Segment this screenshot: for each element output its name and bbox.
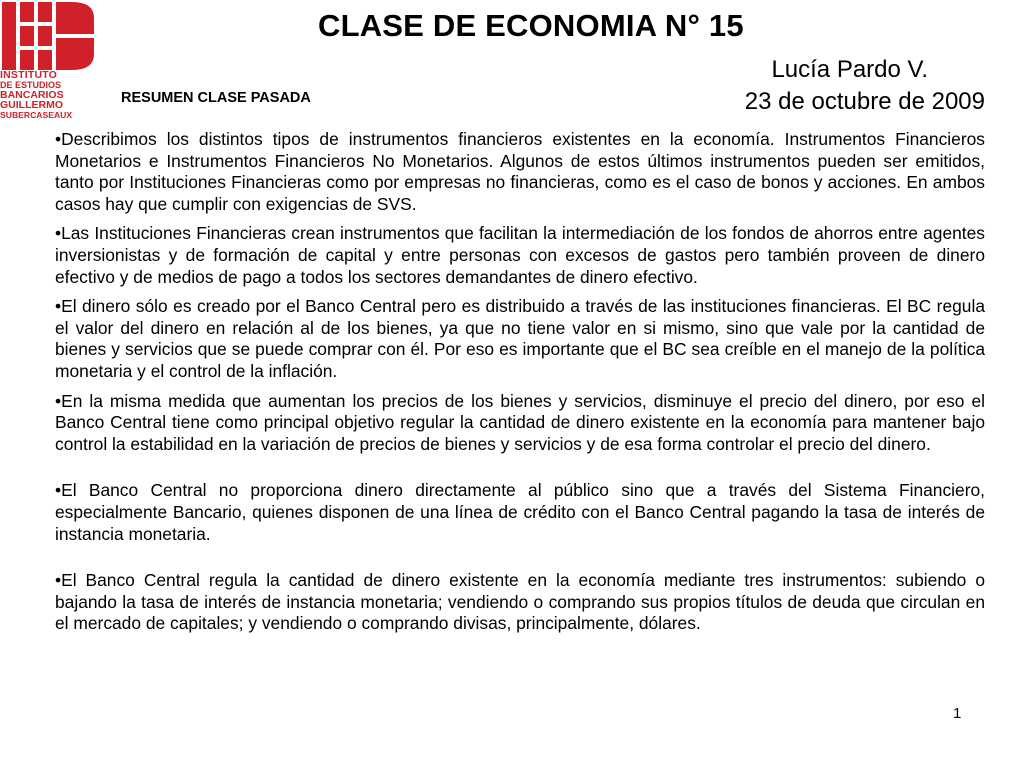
logo-line-1: INSTITUTO xyxy=(0,69,58,81)
bullet-paragraph: •El Banco Central regula la cantidad de dinero existente en la economía mediante tres instrumentos: subiendo o bajando la tasa de interés de instancia monetaria; vendiendo o comprando sus propios títulos de deuda que circulan en el mercado de capitales; y vendiendo o comprando divisas, principalmente, dólares. xyxy=(55,570,985,634)
slide-title: CLASE DE ECONOMIA N° 15 xyxy=(318,8,744,43)
section-subtitle: RESUMEN CLASE PASADA xyxy=(121,90,311,106)
bullet-paragraph: •En la misma medida que aumentan los precios de los bienes y servicios, disminuye el precio del dinero, por eso el Banco Central tiene como principal objetivo regular la cantidad de dinero existente en la economía para mantener bajo control la estabilidad en la variación de precios de bienes y servicios y de esa forma controlar el precio del dinero. xyxy=(55,390,985,454)
bullet-paragraph: •Las Instituciones Financieras crean instrumentos que facilitan la intermediación de los fondos de ahorros entre agentes inversionistas y de formación de capital y entre personas con excesos de gastos pero también proveen de dinero efectivo y de medios de pago a todos los sectores demandantes de dinero efectivo. xyxy=(55,223,985,287)
slide-body xyxy=(55,129,985,635)
slide-date: 23 de octubre de 2009 xyxy=(744,88,985,115)
logo-text xyxy=(0,70,100,120)
logo-mark-icon xyxy=(2,2,94,70)
bullet-paragraph: •El dinero sólo es creado por el Banco Central pero es distribuido a través de las instituciones financieras. El BC regula el valor del dinero en relación al de los bienes, ya que no tiene valor en si mismo, sino que vale por la cantidad de bienes y servicios que se puede comprar con él. Por eso es importante que el BC sea creíble en el manejo de la política monetaria y el control de la inflación. xyxy=(55,296,985,381)
bullet-paragraph: •El Banco Central no proporciona dinero directamente al público sino que a través del Sistema Financiero, especialmente Bancario, quienes disponen de una línea de crédito con el Banco Central pagando la tasa de interés de instancia monetaria. xyxy=(55,480,985,544)
page-number: 1 xyxy=(953,705,962,722)
logo-line-3: BANCARIOS xyxy=(0,89,64,101)
author-name: Lucía Pardo V. xyxy=(771,56,928,83)
institute-logo xyxy=(0,0,100,145)
bullet-paragraph: •Describimos los distintos tipos de instrumentos financieros existentes en la economía. Instrumentos Financieros Monetarios e Instrumentos Financieros No Monetarios. Algunos de estos últimos instrumentos pueden ser emitidos, tanto por Instituciones Financieras como por empresas no financieras, como es el caso de bonos y acciones. En ambos casos hay que cumplir con exigencias de SVS. xyxy=(55,129,985,214)
logo-line-4: GUILLERMO xyxy=(0,99,63,111)
logo-line-2: DE ESTUDIOS xyxy=(0,80,62,90)
logo-line-5: SUBERCASEAUX xyxy=(0,110,73,120)
